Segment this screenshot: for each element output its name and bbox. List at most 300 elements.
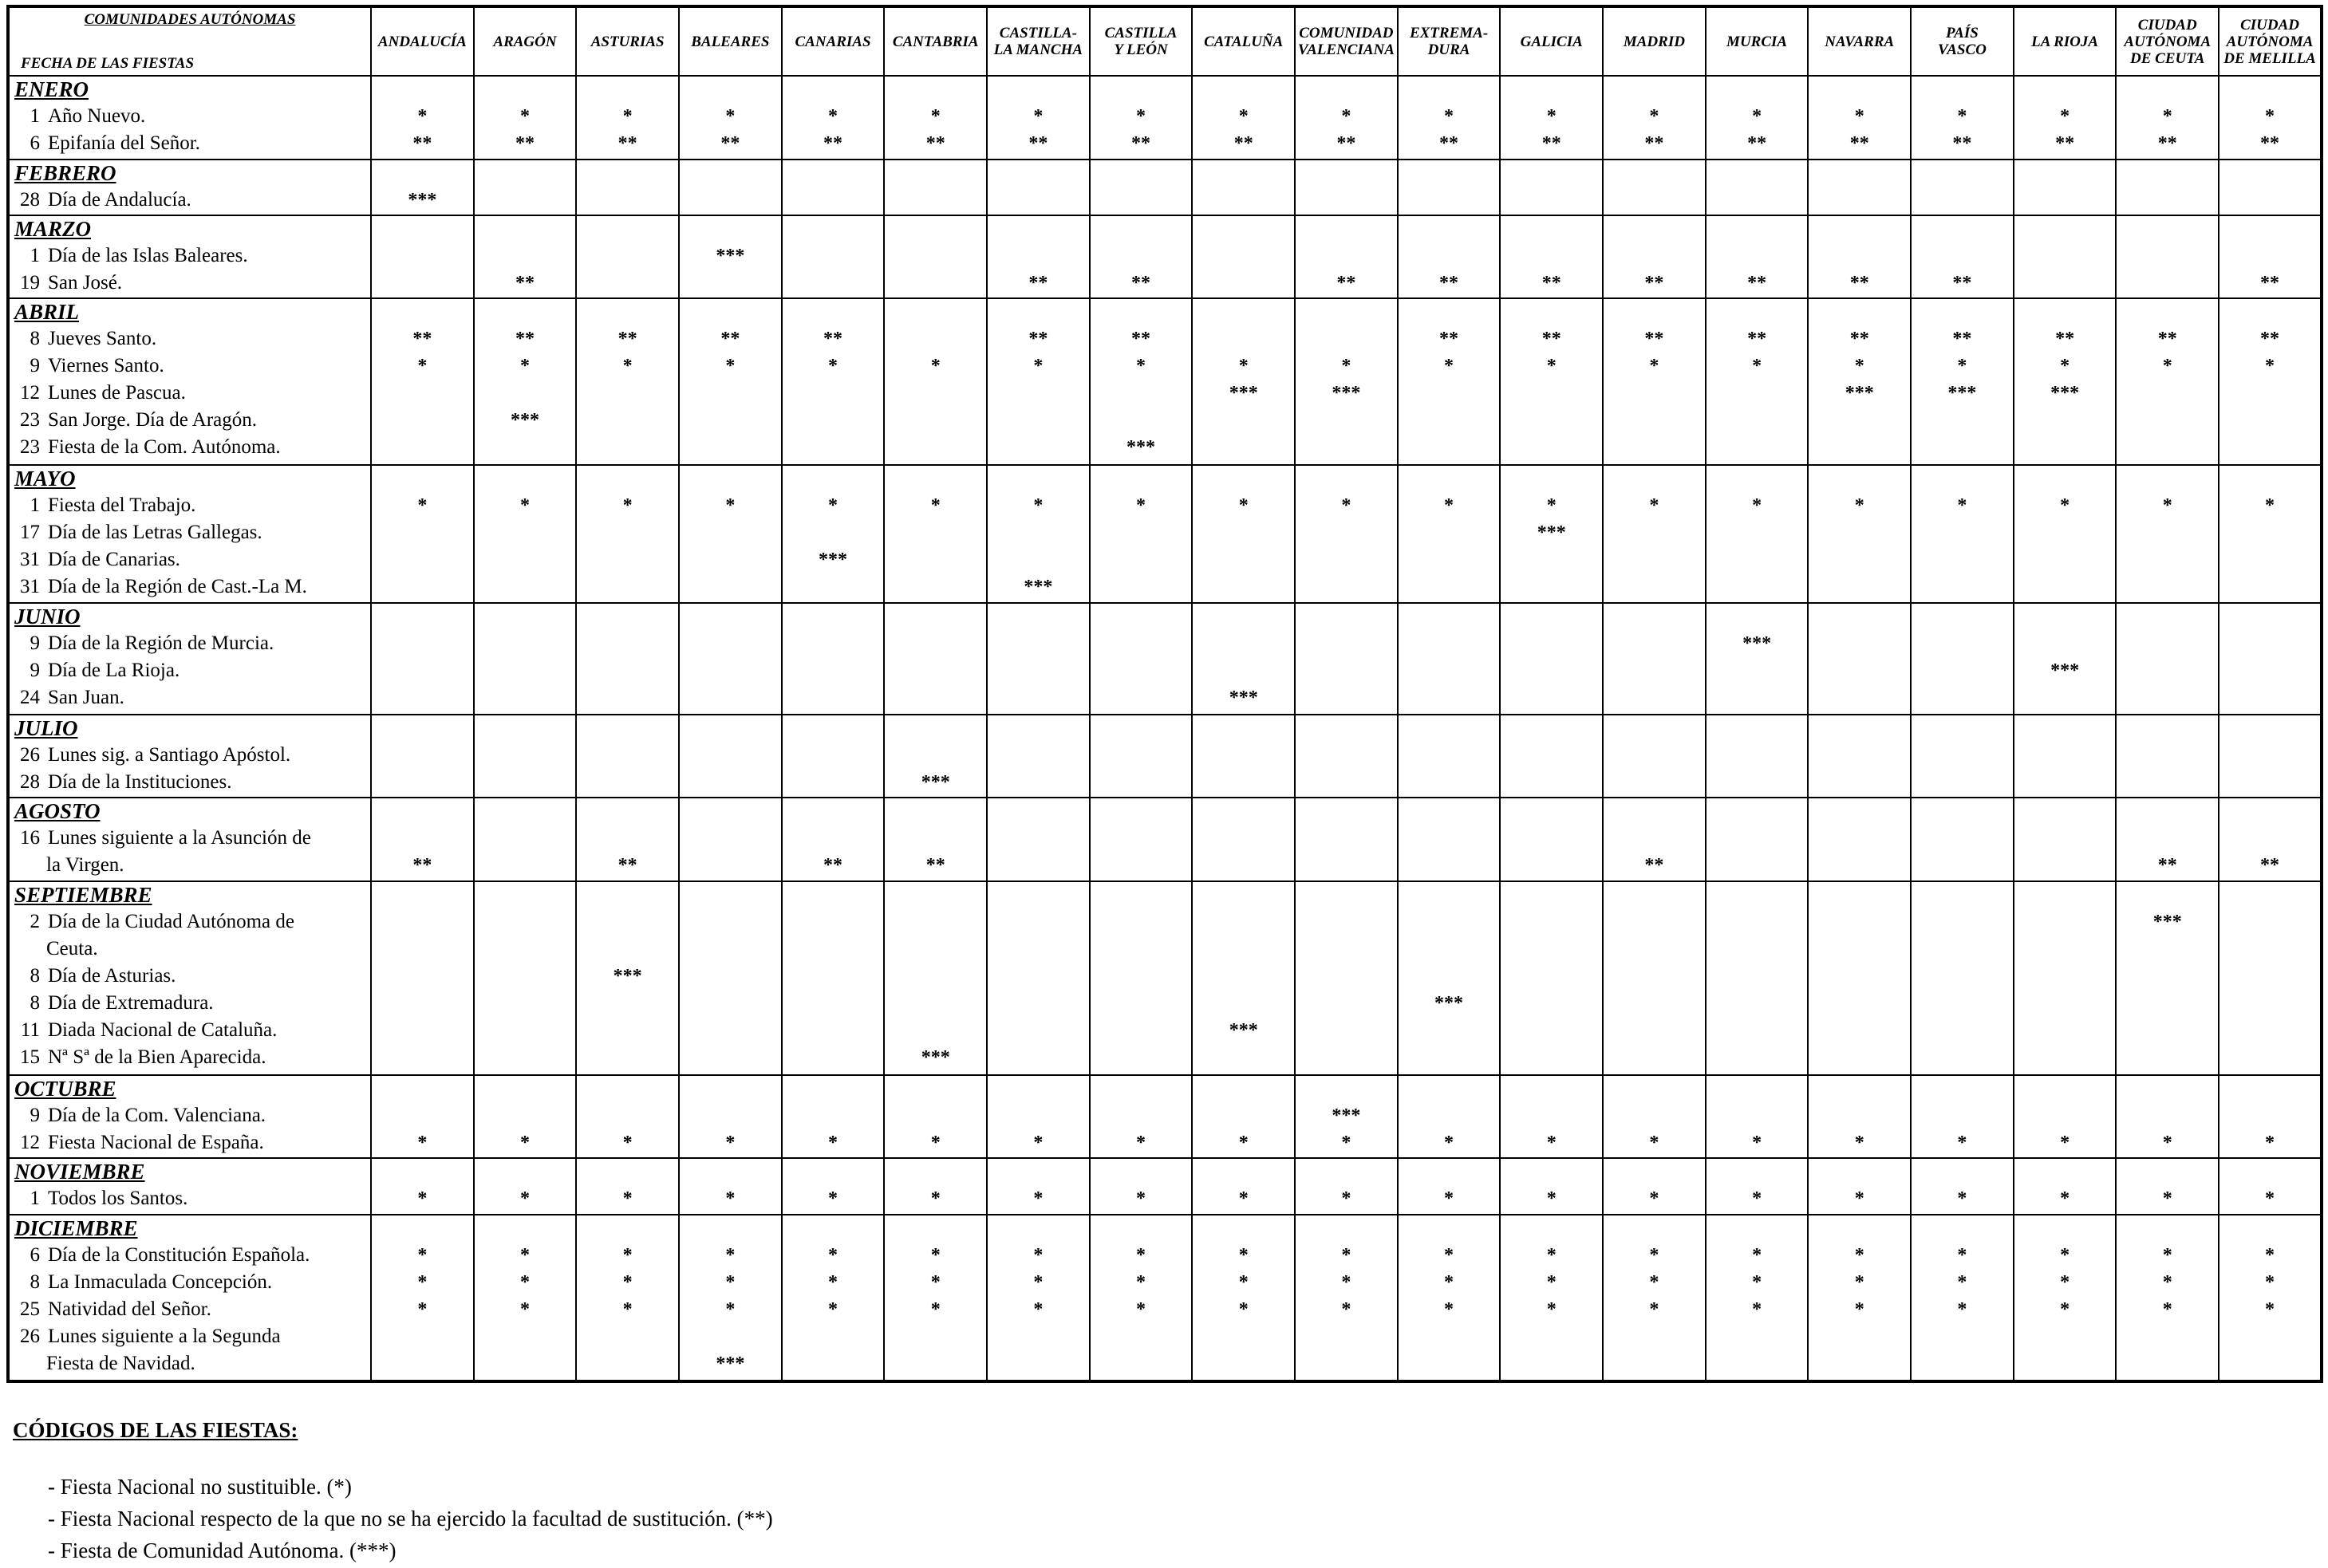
- holiday-code-mark: [1809, 990, 1910, 1017]
- holiday-code-mark: *: [1546, 106, 1557, 127]
- holiday-name: Epifanía del Señor.: [48, 132, 200, 154]
- holiday-code-mark: *: [2162, 494, 2172, 516]
- holiday-mark-cell: [1192, 798, 1295, 881]
- holiday-code-mark: [1296, 519, 1397, 546]
- holiday-code-mark: *: [1136, 1298, 1146, 1320]
- community-name-line: MURCIA: [1726, 33, 1788, 50]
- holiday-code-mark: [2219, 407, 2320, 434]
- holiday-code-mark: *: [1649, 1244, 1659, 1266]
- holiday-code-mark: [1707, 434, 1808, 461]
- holiday-code-mark: [988, 1102, 1089, 1129]
- holiday-entry: [10, 1323, 370, 1350]
- holiday-name: Fiesta del Trabajo.: [48, 494, 196, 516]
- holiday-mark-cell: [1911, 603, 2014, 714]
- holiday-entry: [10, 825, 370, 852]
- holiday-mark-cell: [2014, 715, 2117, 798]
- holiday-code-mark: [2219, 963, 2320, 990]
- holiday-mark-cell: [474, 1215, 577, 1381]
- holiday-code-mark: [577, 769, 678, 796]
- holiday-code-mark: [1707, 380, 1808, 407]
- month-name: MAYO: [14, 466, 76, 490]
- holiday-code-mark: [885, 434, 986, 461]
- holiday-code-mark: [1296, 852, 1397, 879]
- holiday-code-mark: *: [520, 494, 530, 516]
- holiday-mark-cell: [987, 715, 1090, 798]
- holiday-mark-cell: [2116, 1215, 2219, 1381]
- holiday-mark-cell: [679, 76, 782, 160]
- holiday-code-mark: ***: [921, 1046, 950, 1068]
- holiday-code-mark: [1399, 1044, 1500, 1071]
- holiday-code-mark: [475, 852, 576, 879]
- holiday-code-mark: [1912, 908, 2013, 936]
- holiday-code-mark: [988, 657, 1089, 684]
- month-row: [8, 215, 2322, 299]
- holiday-code-mark: [577, 1044, 678, 1071]
- holiday-mark-cell: [1603, 298, 1706, 464]
- holiday-mark-cell: [576, 160, 679, 215]
- holiday-code-mark: [1707, 573, 1808, 601]
- holiday-code-mark: [1501, 187, 1602, 214]
- holiday-mark-cell: [2219, 798, 2322, 881]
- holiday-mark-cell: [1295, 798, 1398, 881]
- holiday-code-mark: ***: [613, 965, 642, 987]
- holiday-name: Fiesta Nacional de España.: [48, 1131, 264, 1153]
- holiday-code-mark: [783, 1102, 884, 1129]
- holiday-code-mark: **: [412, 329, 432, 350]
- holiday-mark-cell: [987, 603, 1090, 714]
- holiday-name: Fiesta de Navidad.: [46, 1352, 195, 1374]
- holiday-code-mark: [1604, 242, 1705, 270]
- holiday-code-mark: **: [1028, 329, 1048, 350]
- holiday-code-mark: [2117, 630, 2218, 657]
- holiday-code-mark: [1296, 325, 1397, 353]
- holiday-name: Lunes siguiente a la Asunción de: [48, 827, 311, 849]
- holiday-mark-cell: [1500, 160, 1603, 215]
- community-name-line: CATALUÑA: [1204, 33, 1284, 50]
- holiday-mark-cell: [371, 160, 474, 215]
- community-name-line: LA MANCHA: [993, 41, 1083, 58]
- holiday-code-mark: [1809, 684, 1910, 711]
- holiday-code-mark: [1193, 573, 1294, 601]
- holiday-code-mark: *: [725, 1188, 736, 1210]
- holiday-code-mark: *: [1649, 1188, 1659, 1210]
- holiday-day: 16: [20, 827, 40, 849]
- holiday-code-mark: [1912, 742, 2013, 769]
- holiday-code-mark: [475, 684, 576, 711]
- community-header: [1090, 6, 1193, 76]
- holiday-code-mark: [2117, 990, 2218, 1017]
- codes-legend: [48, 1471, 773, 1566]
- holiday-mark-cell: [1192, 215, 1295, 299]
- holiday-mark-cell: [2219, 76, 2322, 160]
- holiday-code-mark: [783, 1044, 884, 1071]
- holiday-code-mark: ***: [1434, 992, 1464, 1014]
- holiday-mark-cell: [987, 1215, 1090, 1381]
- holiday-entry: [10, 130, 370, 157]
- holiday-code-mark: [475, 434, 576, 461]
- holiday-mark-cell: [1911, 798, 2014, 881]
- holiday-code-mark: *: [1546, 1244, 1557, 1266]
- holiday-code-mark: [2014, 242, 2116, 270]
- holiday-code-mark: [988, 519, 1089, 546]
- holiday-code-mark: [1091, 242, 1192, 270]
- holiday-code-mark: [1707, 242, 1808, 270]
- holiday-code-mark: [2219, 1017, 2320, 1044]
- holiday-name: Día de la Región de Cast.-La M.: [48, 575, 307, 597]
- holiday-code-mark: *: [622, 1132, 633, 1153]
- holiday-code-mark: [1912, 990, 2013, 1017]
- community-header: [1603, 6, 1706, 76]
- holiday-code-mark: *: [1957, 1188, 1967, 1210]
- holiday-code-mark: [2117, 380, 2218, 407]
- holiday-mark-cell: [1090, 1075, 1193, 1159]
- holiday-entry: [10, 742, 370, 769]
- holiday-mark-cell: [1603, 215, 1706, 299]
- holiday-code-mark: *: [1136, 1132, 1146, 1153]
- holiday-code-mark: [1091, 908, 1192, 936]
- holiday-code-mark: *: [1238, 106, 1249, 127]
- holiday-mark-cell: [1398, 76, 1501, 160]
- holiday-code-mark: [1809, 963, 1910, 990]
- holiday-code-mark: [1912, 1017, 2013, 1044]
- holiday-code-mark: *: [725, 1298, 736, 1320]
- holiday-code-mark: *: [1854, 1244, 1864, 1266]
- holiday-code-mark: **: [412, 133, 432, 154]
- holiday-code-mark: [988, 242, 1089, 270]
- holiday-mark-cell: [1808, 798, 1911, 881]
- holiday-code-mark: **: [1541, 133, 1561, 154]
- holiday-code-mark: [1296, 657, 1397, 684]
- holiday-code-mark: *: [828, 1298, 838, 1320]
- holiday-mark-cell: [2116, 215, 2219, 299]
- holiday-mark-cell: [474, 798, 577, 881]
- holiday-code-mark: *: [930, 1298, 941, 1320]
- holiday-mark-cell: [884, 798, 987, 881]
- holiday-code-mark: *: [1341, 356, 1351, 377]
- holiday-code-mark: [577, 657, 678, 684]
- holiday-code-mark: [885, 380, 986, 407]
- holiday-code-mark: **: [925, 133, 945, 154]
- holiday-code-mark: [475, 242, 576, 270]
- holiday-code-mark: [1912, 546, 2013, 573]
- holiday-code-mark: **: [1336, 133, 1356, 154]
- holiday-mark-cell: [987, 881, 1090, 1075]
- holiday-code-mark: *: [1136, 1188, 1146, 1210]
- holiday-entry: [10, 769, 370, 796]
- holiday-code-mark: [1604, 742, 1705, 769]
- holiday-mark-cell: [987, 465, 1090, 604]
- holiday-code-mark: **: [1952, 329, 1972, 350]
- holiday-mark-cell: [1706, 465, 1809, 604]
- holiday-code-mark: [1912, 1350, 2013, 1377]
- holiday-code-mark: *: [2162, 1271, 2172, 1293]
- holiday-code-mark: *: [1957, 1244, 1967, 1266]
- month-dates-cell: [8, 298, 371, 464]
- holiday-code-mark: [1604, 769, 1705, 796]
- holiday-code-mark: *: [2265, 356, 2275, 377]
- community-name-line: Y LEÓN: [1114, 41, 1168, 58]
- holiday-code-mark: *: [1546, 1188, 1557, 1210]
- holiday-code-mark: *: [828, 1188, 838, 1210]
- holiday-mark-cell: [1192, 76, 1295, 160]
- holiday-code-mark: *: [622, 1298, 633, 1320]
- holiday-code-mark: *: [2060, 356, 2070, 377]
- holiday-code-mark: **: [1644, 329, 1664, 350]
- holiday-code-mark: [1809, 1044, 1910, 1071]
- holiday-code-mark: *: [2060, 1132, 2070, 1153]
- holiday-day: 8: [30, 964, 40, 987]
- holiday-code-mark: **: [1336, 272, 1356, 294]
- holiday-code-mark: [1809, 1350, 1910, 1377]
- community-name-line: ASTURIAS: [590, 33, 665, 50]
- holiday-code-mark: [2014, 546, 2116, 573]
- holiday-code-mark: [1809, 434, 1910, 461]
- holiday-code-mark: *: [828, 356, 838, 377]
- holiday-name: la Virgen.: [46, 854, 124, 877]
- holiday-code-mark: [1501, 963, 1602, 990]
- holiday-code-mark: **: [2260, 133, 2280, 154]
- holiday-code-mark: *: [2060, 494, 2070, 516]
- holiday-code-mark: *: [1546, 1271, 1557, 1293]
- holiday-code-mark: [680, 908, 781, 936]
- holiday-mark-cell: [2014, 298, 2117, 464]
- holiday-code-mark: ***: [1537, 522, 1566, 543]
- community-name-line: CASTILLA-: [999, 25, 1077, 41]
- holiday-code-mark: [1809, 407, 1910, 434]
- holiday-code-mark: [1912, 769, 2013, 796]
- holiday-code-mark: [1809, 769, 1910, 796]
- holiday-code-mark: [988, 434, 1089, 461]
- holiday-mark-cell: [2014, 1075, 2117, 1159]
- holiday-mark-cell: [1500, 76, 1603, 160]
- holiday-mark-cell: [782, 215, 885, 299]
- holiday-code-mark: [1193, 270, 1294, 297]
- holiday-code-mark: [1296, 630, 1397, 657]
- holiday-code-mark: [577, 573, 678, 601]
- holiday-day: 23: [20, 409, 40, 431]
- holiday-code-mark: [1912, 963, 2013, 990]
- holiday-code-mark: [885, 270, 986, 297]
- holiday-mark-cell: [1398, 1158, 1501, 1214]
- holiday-code-mark: [783, 380, 884, 407]
- holiday-code-mark: [783, 630, 884, 657]
- holiday-day: 9: [30, 660, 40, 682]
- holiday-code-mark: *: [1033, 1132, 1044, 1153]
- holiday-mark-cell: [2219, 603, 2322, 714]
- holiday-mark-cell: [371, 298, 474, 464]
- community-name-line: PAÍS: [1945, 25, 1979, 41]
- holiday-code-mark: [1707, 1102, 1808, 1129]
- holiday-day: 12: [20, 382, 40, 404]
- holiday-code-mark: [1604, 546, 1705, 573]
- holiday-code-mark: **: [1131, 329, 1151, 350]
- holiday-mark-cell: [1090, 1158, 1193, 1214]
- holiday-code-mark: *: [2162, 1188, 2172, 1210]
- holiday-code-mark: *: [725, 106, 736, 127]
- holiday-code-mark: [475, 187, 576, 214]
- holiday-code-mark: [475, 657, 576, 684]
- holiday-code-mark: *: [828, 494, 838, 516]
- holiday-code-mark: [1193, 1350, 1294, 1377]
- holiday-mark-cell: [1090, 298, 1193, 464]
- holiday-mark-cell: [2116, 603, 2219, 714]
- holiday-code-mark: [1501, 684, 1602, 711]
- holiday-code-mark: [1604, 684, 1705, 711]
- holiday-mark-cell: [782, 160, 885, 215]
- holiday-code-mark: [885, 546, 986, 573]
- holiday-mark-cell: [1398, 1075, 1501, 1159]
- community-name-line: VASCO: [1937, 41, 1987, 58]
- holiday-entry: [10, 407, 370, 434]
- holiday-code-mark: [1193, 990, 1294, 1017]
- holiday-code-mark: [2014, 434, 2116, 461]
- community-header: [1808, 6, 1911, 76]
- holiday-mark-cell: [1706, 715, 1809, 798]
- holiday-code-mark: [475, 963, 576, 990]
- holiday-code-mark: *: [1136, 1244, 1146, 1266]
- holiday-mark-cell: [1808, 1158, 1911, 1214]
- holiday-code-mark: **: [1439, 272, 1459, 294]
- holiday-code-mark: **: [2157, 329, 2177, 350]
- holiday-code-mark: [1912, 242, 2013, 270]
- holiday-mark-cell: [474, 298, 577, 464]
- holiday-code-mark: [680, 187, 781, 214]
- community-header: [2116, 6, 2219, 76]
- holiday-mark-cell: [1911, 1158, 2014, 1214]
- holiday-code-mark: *: [1444, 1271, 1454, 1293]
- holiday-mark-cell: [2116, 298, 2219, 464]
- communities-heading: COMUNIDADES AUTÓNOMAS: [84, 11, 296, 28]
- holiday-code-mark: **: [618, 329, 637, 350]
- holiday-code-mark: *: [1957, 1132, 1967, 1153]
- holiday-mark-cell: [1398, 881, 1501, 1075]
- holiday-code-mark: *: [2060, 1298, 2070, 1320]
- holiday-code-mark: [783, 742, 884, 769]
- community-name-line: ANDALUCÍA: [377, 33, 467, 50]
- holiday-code-mark: [1501, 1017, 1602, 1044]
- holiday-day: 28: [20, 770, 40, 793]
- holiday-day: 1: [30, 105, 40, 127]
- holiday-code-mark: *: [1752, 1188, 1762, 1210]
- holiday-code-mark: *: [1649, 1132, 1659, 1153]
- month-dates-cell: [8, 1158, 371, 1214]
- holiday-code-mark: *: [417, 106, 428, 127]
- holiday-code-mark: [2014, 990, 2116, 1017]
- holiday-mark-cell: [1295, 160, 1398, 215]
- holiday-code-mark: [783, 242, 884, 270]
- community-header: [2219, 6, 2322, 76]
- holiday-code-mark: ***: [1229, 687, 1258, 709]
- holiday-code-mark: [2117, 187, 2218, 214]
- holiday-code-mark: [1604, 990, 1705, 1017]
- holiday-code-mark: [2014, 573, 2116, 601]
- holiday-code-mark: *: [2162, 106, 2172, 127]
- holiday-code-mark: [1912, 187, 2013, 214]
- community-name-line: MADRID: [1623, 33, 1685, 50]
- holiday-code-mark: [1501, 742, 1602, 769]
- holiday-day: 23: [20, 436, 40, 459]
- holiday-code-mark: [2219, 1044, 2320, 1071]
- holiday-code-mark: [1296, 1350, 1397, 1377]
- holiday-code-mark: [1091, 380, 1192, 407]
- holiday-mark-cell: [782, 1215, 885, 1381]
- holiday-mark-cell: [371, 215, 474, 299]
- holiday-code-mark: *: [725, 1244, 736, 1266]
- holiday-code-mark: *: [1854, 1298, 1864, 1320]
- holiday-code-mark: ***: [1024, 576, 1053, 597]
- month-name: NOVIEMBRE: [14, 1160, 145, 1184]
- holiday-code-mark: **: [412, 855, 432, 877]
- holiday-day: 9: [30, 1104, 40, 1126]
- holiday-mark-cell: [884, 215, 987, 299]
- holiday-code-mark: [2219, 187, 2320, 214]
- holiday-mark-cell: [782, 881, 885, 1075]
- holiday-mark-cell: [987, 215, 1090, 299]
- holiday-code-mark: **: [1028, 272, 1048, 294]
- holiday-code-mark: [475, 1044, 576, 1071]
- holiday-code-mark: [988, 908, 1089, 936]
- holiday-code-mark: *: [1546, 1132, 1557, 1153]
- holiday-mark-cell: [1808, 1075, 1911, 1159]
- holiday-code-mark: **: [1849, 133, 1869, 154]
- holiday-code-mark: [1707, 852, 1808, 879]
- holiday-code-mark: *: [1341, 106, 1351, 127]
- holiday-code-mark: [2014, 908, 2116, 936]
- holiday-code-mark: **: [1952, 133, 1972, 154]
- holiday-code-mark: [1604, 573, 1705, 601]
- holiday-code-mark: ***: [2050, 383, 2080, 404]
- holiday-name: Día de la Región de Murcia.: [48, 632, 274, 655]
- holiday-mark-cell: [1090, 215, 1193, 299]
- holiday-mark-cell: [1398, 215, 1501, 299]
- holiday-code-mark: [1091, 852, 1192, 879]
- holiday-mark-cell: [2116, 1075, 2219, 1159]
- holiday-entry: [10, 1296, 370, 1323]
- month-name: MARZO: [14, 216, 92, 241]
- holiday-mark-cell: [2116, 715, 2219, 798]
- holiday-code-mark: **: [823, 855, 843, 877]
- holiday-code-mark: [372, 270, 473, 297]
- holiday-mark-cell: [1911, 1075, 2014, 1159]
- holiday-day: 8: [30, 1271, 40, 1293]
- holiday-code-mark: [1399, 434, 1500, 461]
- holiday-mark-cell: [2014, 465, 2117, 604]
- holiday-entry: [10, 684, 370, 711]
- holiday-code-mark: [2117, 1017, 2218, 1044]
- holiday-code-mark: **: [1644, 133, 1664, 154]
- holiday-name: Día de la Constitución Española.: [48, 1243, 310, 1266]
- holiday-code-mark: *: [417, 1244, 428, 1266]
- holiday-mark-cell: [474, 160, 577, 215]
- month-dates-cell: [8, 1075, 371, 1159]
- holiday-code-mark: [1604, 1350, 1705, 1377]
- holiday-code-mark: [2219, 380, 2320, 407]
- holiday-code-mark: [1193, 852, 1294, 879]
- holiday-mark-cell: [884, 1075, 987, 1159]
- holiday-entry: [10, 852, 370, 879]
- community-name-line: EXTREMA-: [1409, 25, 1489, 41]
- holiday-mark-cell: [2116, 465, 2219, 604]
- holiday-code-mark: [1501, 657, 1602, 684]
- holiday-name: Ceuta.: [46, 937, 98, 959]
- holiday-entry: [10, 630, 370, 657]
- holiday-mark-cell: [576, 298, 679, 464]
- holiday-code-mark: **: [2260, 272, 2280, 294]
- holiday-code-mark: [783, 1017, 884, 1044]
- holiday-mark-cell: [1090, 76, 1193, 160]
- holiday-code-mark: [1912, 573, 2013, 601]
- holiday-mark-cell: [2219, 465, 2322, 604]
